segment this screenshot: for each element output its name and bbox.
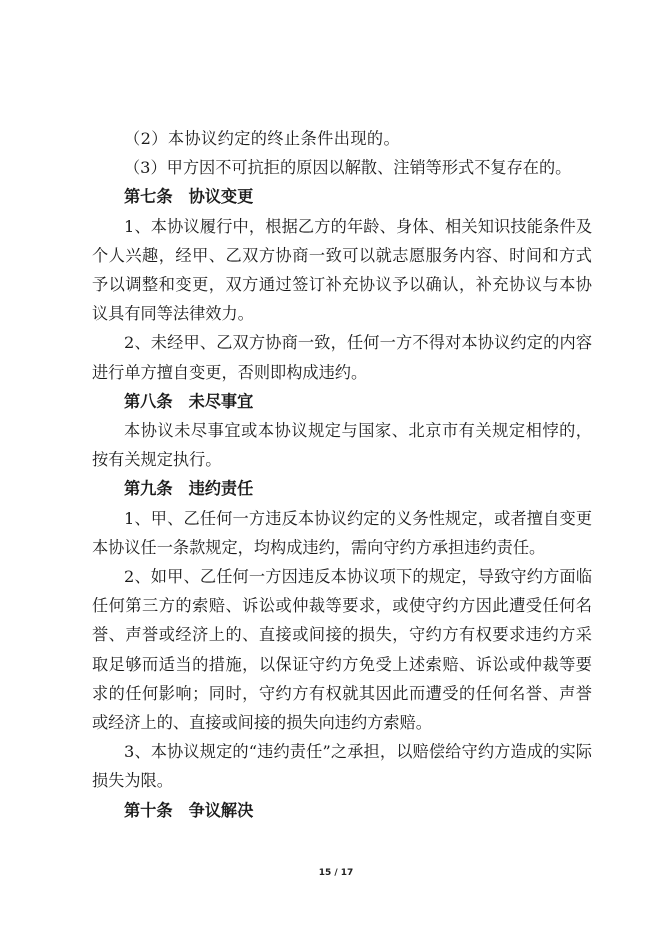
article-number: 第十条 <box>124 800 173 820</box>
article-7-heading <box>92 182 592 211</box>
article-9-heading <box>92 474 592 503</box>
article-title: 争议解决 <box>188 800 254 820</box>
document-body <box>92 124 592 825</box>
article-number: 第七条 <box>124 187 173 207</box>
article-9-paragraph-3: 3、本协议规定的“违约责任”之承担，以赔偿给守约方造成的实际损失为限。 <box>92 742 592 791</box>
termination-clause-3: （3）甲方因不可抗拒的原因以解散、注销等形式不复存在的。 <box>124 158 572 178</box>
article-7-paragraph-1: 1、本协议履行中，根据乙方的年龄、身体、相关知识技能条件及个人兴趣，经甲、乙双方协商一致可以就志愿服务内容、时间和方式予以调整和变更，双方通过签订补充协议予以确认，补充协议与本协议具有同等法律效力。 <box>92 216 592 324</box>
article-7-paragraph-2: 2、未经甲、乙双方协商一致，任何一方不得对本协议约定的内容进行单方擅自变更，否则即构成违约。 <box>92 333 592 382</box>
page-number: 15 / 17 <box>318 868 354 878</box>
article-9-paragraph-1: 1、甲、乙任何一方违反本协议约定的义务性规定，或者擅自变更本协议任一条款规定，均构成违约，需向守约方承担违约责任。 <box>92 508 592 557</box>
article-8-heading <box>92 387 592 416</box>
article-title: 未尽事宜 <box>188 391 254 411</box>
article-title: 违约责任 <box>188 479 254 499</box>
article-number: 第八条 <box>124 391 173 411</box>
article-8-paragraph-1: 本协议未尽事宜或本协议规定与国家、北京市有关规定相悖的，按有关规定执行。 <box>92 421 592 470</box>
article-title: 协议变更 <box>188 187 254 207</box>
article-10-heading <box>92 796 592 825</box>
article-number: 第九条 <box>124 479 173 499</box>
termination-clause-2: （2）本协议约定的终止条件出现的。 <box>124 129 401 148</box>
article-9-paragraph-2: 2、如甲、乙任何一方因违反本协议项下的规定，导致守约方面临任何第三方的索赔、诉讼或仲裁等要求，或使守约方因此遭受任何名誉、声誉或经济上的、直接或间接的损失，守约方有权要求违约方采取足够而适当的措施，以保证守约方免受上述索赔、诉讼或仲裁等要求的任何影响；同时，守约方有权就其因此而遭受的任何名誉、声誉或经济上的、直接或间接的损失向违约方索赔。 <box>92 567 592 733</box>
